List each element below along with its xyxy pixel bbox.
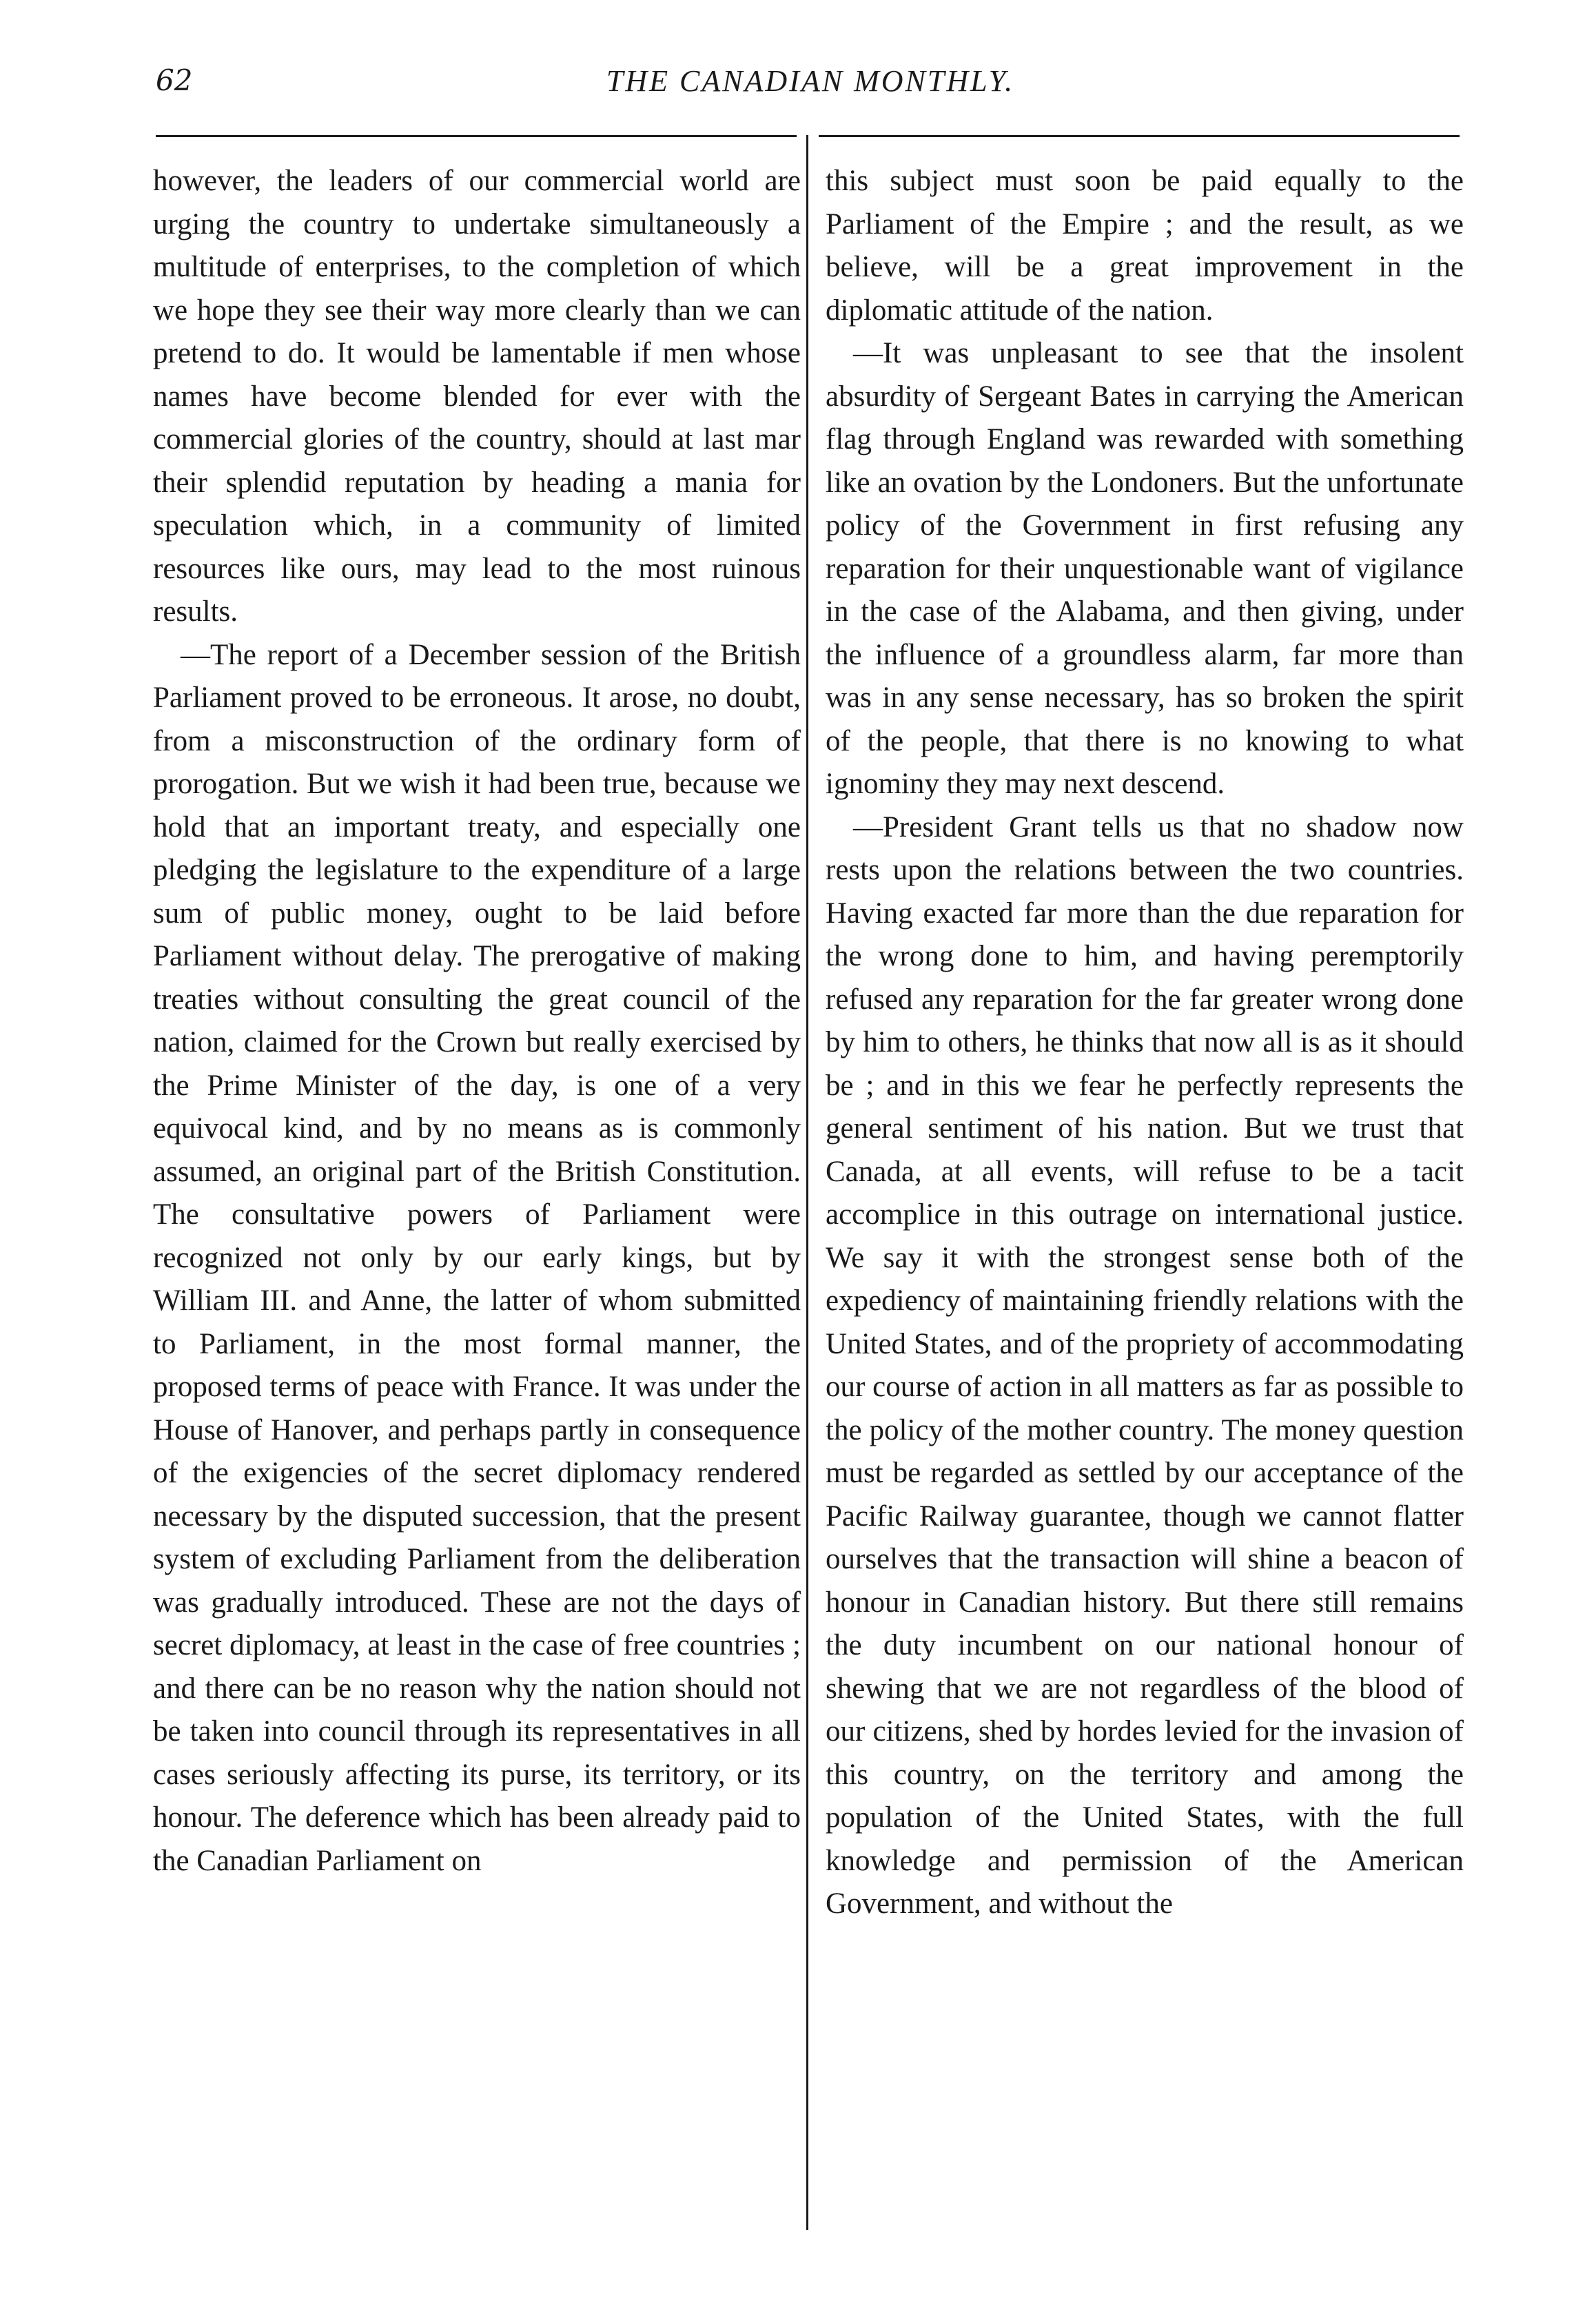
header-rule-right [819, 135, 1460, 137]
paragraph-right-2: —It was unpleasant to see that the insolent absurdity of Sergeant Bates in carrying the American flag through England was rewarded with something like an ovation by the Londoners. But the unfortunate policy of the Government in first refusing any reparation for their unquestionable want of vigilance in the case of the Alabama, and then giving, under the influence of a groundless alarm, far more than was in any sense necessary, has so broken the spirit of the people, that there is no knowing to what ignominy they may next descend. [826, 337, 1464, 800]
paragraph-right-3: —President Grant tells us that no shadow now rests upon the relations between the two countries. Having exacted far more than the due reparation for the wrong done to him, and having peremptorily refused any reparation for the far greater wrong done by him to others, he thinks that now all is as it should be ; and in this we fear he perfectly represents the general sentiment of his nation. But we trust that Canada, at all events, will refuse to be a tacit accomplice in this outrage on international justice. We say it with the strongest sense both of the expediency of maintaining friendly relations with the United States, and of the propriety of accommodating our course of action in all matters as far as possible to the policy of the mother country. The money question must be regarded as settled by our acceptance of the Pacific Railway guarantee, though we cannot flatter ourselves that the transaction will shine a beacon of honour in Canadian history. But there still remains the duty incumbent on our national honour of shewing that we are not regardless of the blood of our citizens, shed by hordes levied for the invasion of this country, on the territory and among the population of the United States, with the full knowledge and permission of the American Government, and without the [826, 810, 1464, 1920]
page-header [156, 63, 1465, 112]
page-number: 62 [156, 63, 193, 97]
paragraph-right-1: this subject must soon be paid equally to the Parliament of the Empire ; and the result, as we believe, will be a great improvement in the diplomatic attitude of the nation. [826, 165, 1464, 327]
header-rule-left [156, 135, 797, 137]
left-column [153, 160, 801, 2227]
column-divider [806, 135, 808, 2230]
paragraph-left-2: —The report of a December session of the British Parliament proved to be erroneous. It arose, no doubt, from a misconstruction of the ordinary form of prorogation. But we wish it had been true, because we hold that an important treaty, and especially one pledging the legislature to the expenditure of a large sum of public money, ought to be laid before Parliament without delay. The prerogative of making treaties without consulting the great council of the nation, claimed for the Crown but really exercised by the Prime Minister of the day, is one of a very equivocal kind, and by no means as is commonly assumed, an original part of the British Constitution. The consultative powers of Parliament were recognized not only by our early kings, but by William III. and Anne, the latter of whom submitted to Parliament, in the most formal manner, the proposed terms of peace with France. It was under the House of Hanover, and perhaps partly in consequence of the exigencies of the secret diplomacy rendered necessary by the disputed succession, that the present system of excluding Parliament from the deliberation was gradually introduced. These are not the days of secret diplomacy, at least in the case of free countries ; and there can be no reason why the nation should not be taken into council through its representatives in all cases seriously affecting its purse, its territory, or its honour. The deference which has been already paid to the Canadian Parliament on [153, 638, 801, 1877]
paragraph-left-1: however, the leaders of our commercial world are urging the country to undertake simultaneously a multitude of enterprises, to the completion of which we hope they see their way more clearly than we can pretend to do. It would be lamentable if men whose names have become blended for ever with the commercial glories of the country, should at last mar their splendid reputation by heading a mania for speculation which, in a community of limited resources like ours, may lead to the most ruinous results. [153, 165, 801, 628]
right-column [826, 160, 1464, 2227]
running-head: THE CANADIAN MONTHLY. [606, 64, 1015, 98]
